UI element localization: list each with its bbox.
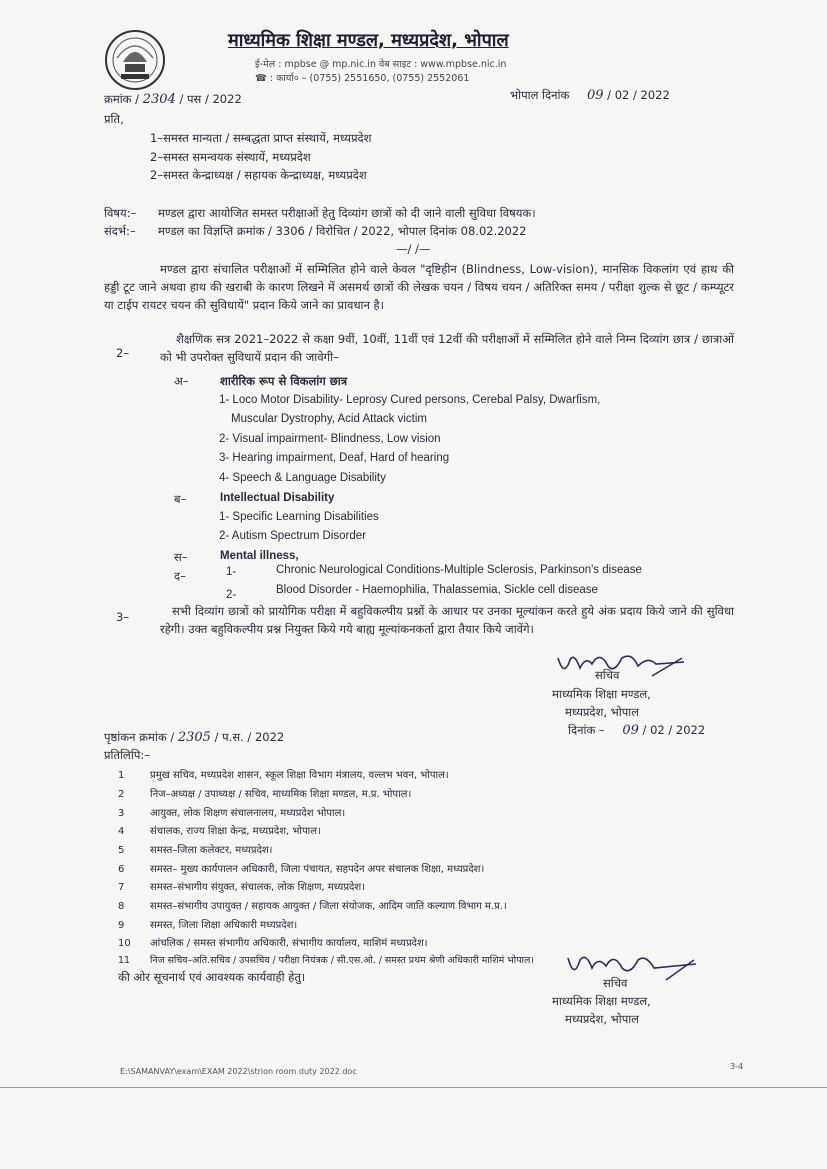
letter-number-handwritten: 2304	[142, 92, 176, 107]
paragraph-2-number: 2–	[116, 346, 130, 360]
section-a-title: शारीरिक रूप से विकलांग छात्र	[220, 374, 348, 388]
footer-file-path: E:\SAMANVAY\exam\EXAM 2022\strion room duty 2022.doc	[120, 1067, 357, 1076]
section-d-item-2-num: 2-	[226, 589, 237, 601]
copy-list-item: 1 प्रमुख सचिव, मध्यप्रदेश शासन, स्कूल शिक्षा विभाग मंत्रालय, वल्लभ भवन, भोपाल।	[118, 770, 449, 781]
board-seal-logo	[103, 28, 167, 92]
letter-date-suffix: / 02 / 2022	[607, 88, 670, 102]
endorsement-number-handwritten: 2305	[177, 730, 211, 745]
footer-page-number: 3-4	[730, 1062, 744, 1071]
signature-2-scribble	[562, 950, 702, 988]
copy-list-item: 2 निज–अध्यक्ष / उपाध्यक्ष / सचिव, माध्यमिक शिक्षा मण्डल, म.प्र. भोपाल।	[118, 789, 412, 800]
signature-1-place: मध्यप्रदेश, भोपाल	[565, 705, 640, 719]
recipient-3: 2–समस्त केन्द्राध्यक्ष / सहायक केन्द्राध्यक्ष, मध्यप्रदेश	[150, 168, 367, 182]
copy-list-item: 11 निज सचिव–अति.सचिव / उपसचिव / परीक्षा नियंत्रक / सी.एस.ओ. / समस्त प्रथम श्रेणी अधिकारी माशिमं भोपाल।	[118, 955, 534, 966]
section-b-label: ब–	[174, 492, 187, 506]
to-label: प्रति,	[104, 112, 124, 126]
separator: —/ /—	[396, 242, 431, 256]
signature-2-place: मध्यप्रदेश, भोपाल	[565, 1012, 640, 1026]
section-d-item-1-text: Chronic Neurological Conditions-Multiple Sclerosis, Parkinson's disease	[276, 564, 642, 576]
section-d-item-2-text: Blood Disorder - Haemophilia, Thalassemia, Sickle cell disease	[276, 584, 598, 596]
signature-1-scribble	[552, 648, 692, 686]
paragraph-1: मण्डल द्वारा संचालित परीक्षाओं में सम्मिलित होने वाले केवल "दृष्टिहीन (Blindness, Low-vision), मानसिक विकलांग एवं हाथ की हड्डी टूट जाने अथवा हाथ की खराबी के कारण लिखने में असमर्थ छात्रों की लेखक चयन / विषय चयन / अतिरिक्त समय / परीक्षा शुल्क से छूट / कम्प्यूटर या टाईप रायटर चयन की सुविधायें" प्रदान किये जाने का प्रावधान है।	[104, 262, 734, 312]
section-a-item-3: 3- Hearing impairment, Deaf, Hard of hearing	[219, 452, 450, 464]
letter-number-suffix: / पस / 2022	[179, 92, 242, 106]
footer-divider	[0, 1087, 827, 1088]
reference-text: मण्डल का विज्ञप्ति क्रमांक / 3306 / विरोचित / 2022, भोपाल दिनांक 08.02.2022	[158, 224, 527, 238]
signature-1-date-suffix: / 02 / 2022	[642, 723, 706, 737]
subject-label: विषय:–	[104, 206, 137, 220]
letter-number	[104, 92, 242, 107]
section-b-title: Intellectual Disability	[220, 492, 335, 504]
copy-list-item: 3 आयुक्त, लोक शिक्षण संचालनालय, मध्यप्रदेश भोपाल।	[118, 808, 346, 819]
section-c-title: Mental illness,	[220, 550, 299, 562]
section-a-item-2: 2- Visual impairment- Blindness, Low vision	[219, 433, 441, 445]
section-a-item-1: 1- Loco Motor Disability- Leprosy Cured persons, Cerebal Palsy, Dwarfism,	[219, 394, 601, 406]
letter-number-prefix: क्रमांक /	[104, 92, 140, 106]
letter-place-date-label: भोपाल दिनांक	[510, 88, 570, 102]
copy-list-item: 8 समस्त–संभागीय उपायुक्त / सहायक आयुक्त / जिला संयोजक, आदिम जाति कल्याण विभाग म.प्र.।	[118, 901, 507, 912]
copy-list-item: 10 आंचलिक / समस्त संभागीय अधिकारी, संभागीय कार्यालय, माशिमं मध्यप्रदेश।	[118, 938, 428, 949]
copy-list-item: 9 समस्त, जिला शिक्षा अधिकारी मध्यप्रदेश।	[118, 920, 298, 931]
copy-list-item: 5 समस्त–जिला कलेक्टर, मध्यप्रदेश।	[118, 845, 273, 856]
recipient-2: 2–समस्त समन्वयक संस्थायें, मध्यप्रदेश	[150, 150, 311, 164]
section-b-item-2: 2- Autism Spectrum Disorder	[219, 530, 366, 542]
signature-1-org: माध्यमिक शिक्षा मण्डल,	[552, 687, 651, 701]
endorsement-number-suffix: / प.स. / 2022	[214, 730, 285, 744]
signature-1-date-handwritten: 09	[622, 723, 639, 738]
section-b-item-1: 1- Specific Learning Disabilities	[219, 511, 379, 523]
paragraph-2-text: शैक्षणिक सत्र 2021–2022 से कक्षा 9वीं, 10वीं, 11वीं एवं 12वीं की परीक्षाओं में सम्मिलित होने वाले निम्न दिव्यांग छात्र / छात्राओं को भी उपरोक्त सुविधायें प्रदान की जावेगी–	[160, 332, 734, 364]
signature-2-role: सचिव	[603, 976, 628, 990]
recipient-1: 1–समस्त मान्यता / सम्बद्धता प्राप्त संस्थायें, मध्यप्रदेश	[150, 131, 372, 145]
subject-text: मण्डल द्वारा आयोजित समस्त परीक्षाओं हेतु दिव्यांग छात्रों को दी जाने वाली सुविधा विषयक।	[158, 206, 536, 220]
copy-to-label: प्रतिलिपि:–	[104, 748, 150, 762]
endorsement-number-prefix: पृष्ठांकन क्रमांक /	[104, 730, 175, 744]
contact-phone: ☎ : कार्या० – (0755) 2551650, (0755) 2552061	[255, 73, 470, 84]
section-a-item-1-cont: Muscular Dystrophy, Acid Attack victim	[231, 413, 427, 425]
signature-1-date	[568, 723, 705, 738]
copy-list-item: 4 संचालक, राज्य शिक्षा केन्द्र, मध्यप्रदेश, भोपाल।	[118, 826, 321, 837]
section-c-label: स–	[174, 550, 188, 564]
signature-2-org: माध्यमिक शिक्षा मण्डल,	[552, 994, 651, 1008]
section-a-item-4: 4- Speech & Language Disability	[219, 472, 386, 484]
letter-date-handwritten: 09	[586, 88, 604, 103]
closing-line: की ओर सूचनार्थ एवं आवश्यक कार्यवाही हेतु।	[118, 970, 306, 984]
section-a-label: अ–	[174, 374, 189, 388]
section-d-item-1-num: 1-	[226, 566, 237, 578]
copy-list-item: 6 समस्त– मुख्य कार्यपालन अधिकारी, जिला पंचायत, सहपदेन अपर संचालक शिक्षा, मध्यप्रदेश।	[118, 864, 485, 875]
endorsement-number	[104, 730, 284, 745]
paragraph-3-number: 3–	[116, 610, 130, 624]
letterhead-title: माध्यमिक शिक्षा मण्डल, मध्यप्रदेश, भोपाल	[228, 30, 509, 51]
section-d-label: द–	[174, 569, 186, 583]
letter-date	[510, 88, 670, 103]
paragraph-3-text: सभी दिव्यांग छात्रों को प्रायोगिक परीक्षा में बहुविकल्पीय प्रश्नों के आधार पर उनका मूल्यांकन करते हुये अंक प्रदाय किये जाने की सुविधा रहेगी। उक्त बहुविकल्पीय प्रश्न नियुक्त किये गये बाह्य मूल्यांकनकर्ता द्वारा तैयार किये जावेंगे।	[160, 604, 734, 636]
copy-list-item: 7 समस्त–संभागीय संयुक्त, संचालक, लोक शिक्षण, मध्यप्रदेश।	[118, 882, 365, 893]
signature-1-role: सचिव	[595, 668, 620, 682]
contact-email-web: ई-मेल : mpbse @ mp.nic.in वेब साइट : www.mpbse.nic.in	[255, 59, 507, 70]
reference-label: संदर्भ:–	[104, 224, 136, 238]
signature-1-date-label: दिनांक –	[568, 723, 605, 737]
